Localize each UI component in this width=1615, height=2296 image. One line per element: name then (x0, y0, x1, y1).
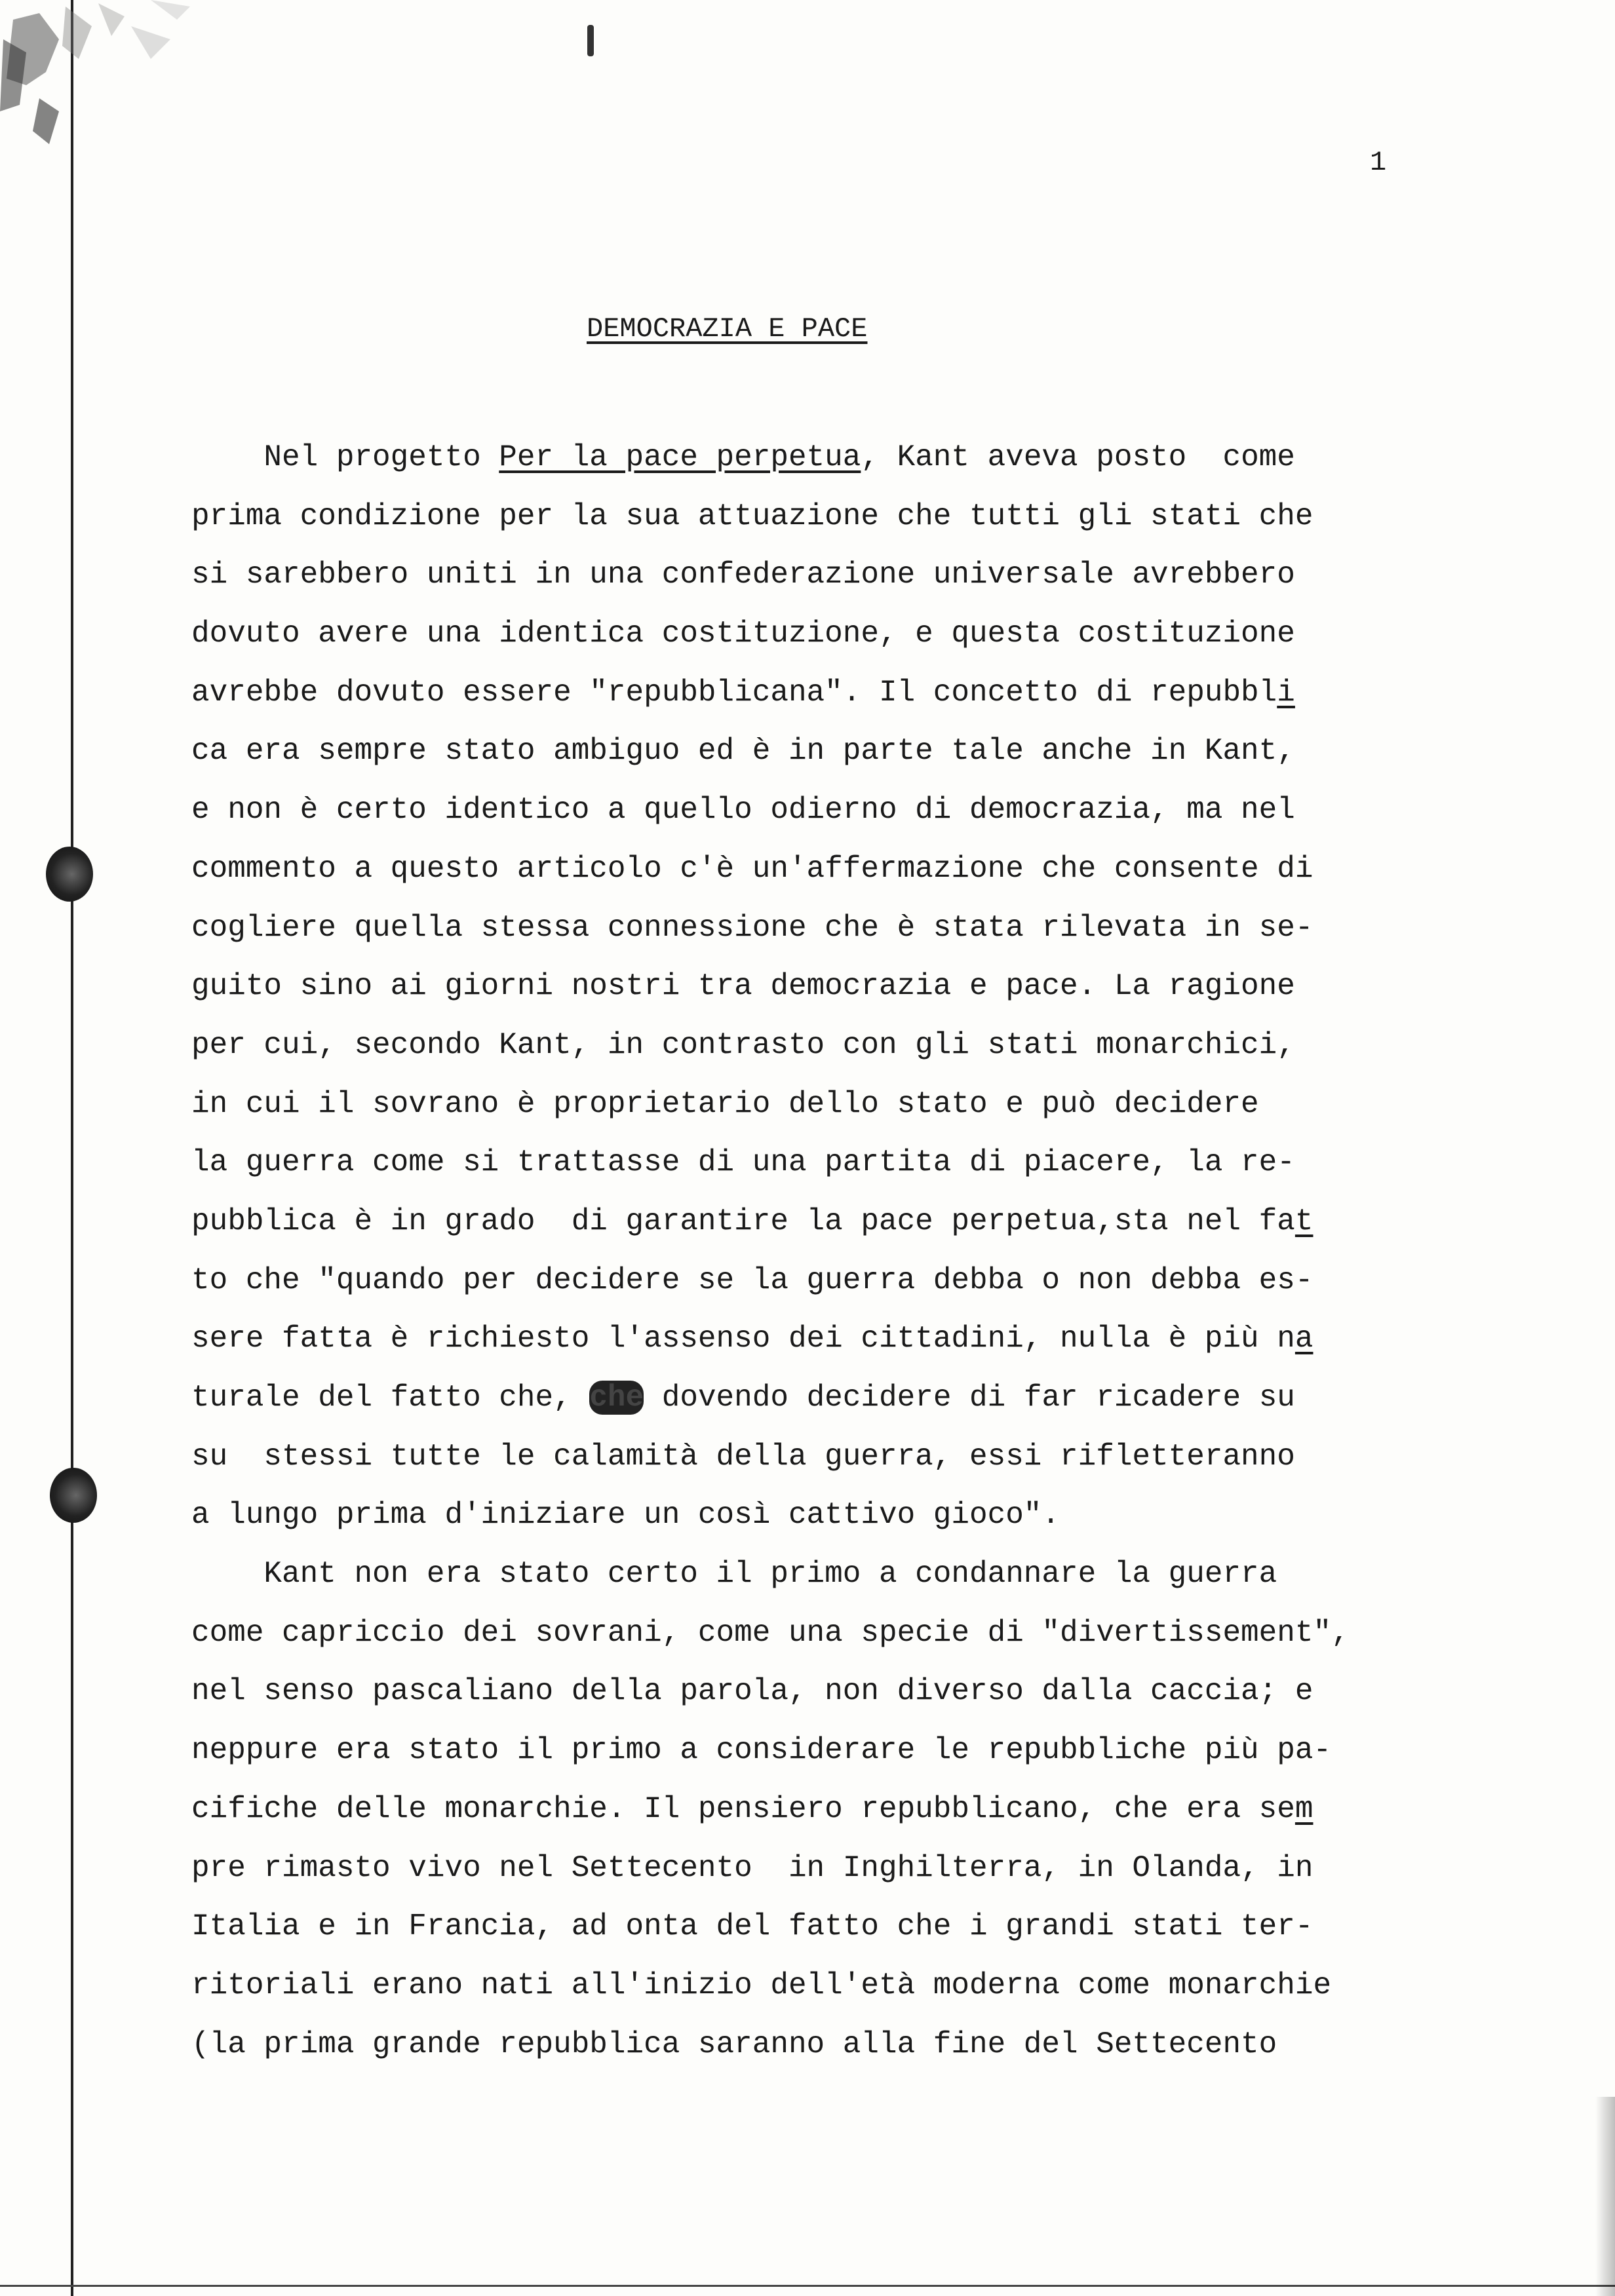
scan-mark (587, 25, 594, 56)
text-line (191, 1898, 1502, 1957)
text-line (191, 1721, 1502, 1780)
underlined-text: Per la pace perpetua (499, 440, 861, 474)
text-line (191, 1662, 1502, 1721)
text-segment: sere fatta è richiesto l'assenso dei cittadini, nulla è più n (191, 1322, 1295, 1356)
text-segment: Nel progetto (191, 440, 499, 474)
text-line (191, 664, 1502, 723)
text-segment: avrebbe dovuto essere "repubblicana". Il concetto di repubbl (191, 675, 1277, 710)
text-line (191, 1486, 1502, 1545)
text-segment: e non è certo identico a quello odierno di democrazia, ma nel (191, 793, 1295, 828)
text-line (191, 1780, 1502, 1839)
text-segment: come capriccio dei sovrani, come una specie di "divertissement", (191, 1615, 1350, 1650)
text-segment: cogliere quella stessa connessione che è stata rilevata in se- (191, 910, 1313, 945)
text-segment: per cui, secondo Kant, in contrasto con gli stati monarchici, (191, 1027, 1295, 1062)
text-segment: pubblica è in grado di garantire la pace perpetua,sta nel fa (191, 1204, 1295, 1238)
text-segment: commento a questo articolo c'è un'affermazione che consente di (191, 851, 1313, 886)
text-segment: turale del fatto che, (191, 1381, 590, 1415)
text-segment: ritoriali erano nati all'inizio dell'età moderna come monarchie (191, 1968, 1332, 2002)
text-segment: cifiche delle monarchie. Il pensiero repubblicano, che era se (191, 1791, 1295, 1826)
text-segment: prima condizione per la sua attuazione che tutti gli stati che (191, 499, 1313, 533)
page-number: 1 (1370, 147, 1387, 178)
text-line (191, 488, 1502, 546)
binder-line (71, 0, 73, 2296)
text-segment: guito sino ai giorni nostri tra democrazia e pace. La ragione (191, 969, 1295, 1004)
text-line (191, 899, 1502, 958)
punch-hole-bottom (50, 1468, 97, 1523)
text-segment: Kant non era stato certo il primo a condannare la guerra (191, 1557, 1277, 1592)
text-segment: (la prima grande repubblica saranno alla fine del Settecento (191, 2027, 1277, 2061)
underlined-text: t (1294, 1204, 1313, 1238)
text-line (191, 1193, 1502, 1252)
text-line (191, 1016, 1502, 1075)
ink-blot-text: che (589, 1381, 644, 1415)
text-segment: la guerra come si trattasse di una partita di piacere, la re- (191, 1145, 1295, 1180)
bottom-border (0, 2285, 1615, 2287)
text-segment: Italia e in Francia, ad onta del fatto che i grandi stati ter- (191, 1909, 1313, 1944)
text-line (191, 1134, 1502, 1193)
text-line (191, 605, 1502, 664)
text-line (191, 1310, 1502, 1369)
text-segment: neppure era stato il primo a considerare le repubbliche più pa- (191, 1733, 1332, 1768)
text-line (191, 840, 1502, 899)
text-line (191, 1252, 1502, 1311)
document-title: DEMOCRAZIA E PACE (587, 313, 868, 345)
text-segment: in cui il sovrano è proprietario dello stato e può decidere (191, 1086, 1259, 1121)
text-segment: dovendo decidere di far ricadere su (644, 1381, 1295, 1415)
text-segment: si sarebbero uniti in una confederazione universale avrebbero (191, 558, 1295, 592)
text-segment: su stessi tutte le calamità della guerra, essi rifletteranno (191, 1439, 1295, 1474)
text-segment: a lungo prima d'iniziare un così cattivo gioco". (191, 1498, 1060, 1533)
text-line (191, 1545, 1502, 1604)
scan-noise (0, 0, 216, 157)
text-line (191, 722, 1502, 781)
text-line (191, 1957, 1502, 2016)
text-line (191, 1428, 1502, 1487)
text-segment: to che "quando per decidere se la guerra debba o non debba es- (191, 1263, 1313, 1297)
text-line (191, 957, 1502, 1016)
edge-shadow (1595, 2097, 1615, 2296)
text-segment: pre rimasto vivo nel Settecento in Inghilterra, in Olanda, in (191, 1850, 1313, 1885)
text-line (191, 1839, 1502, 1898)
underlined-text: i (1277, 675, 1295, 710)
text-line (191, 1075, 1502, 1134)
text-line (191, 429, 1502, 488)
text-segment: dovuto avere una identica costituzione, e questa costituzione (191, 617, 1295, 651)
text-line (191, 781, 1502, 840)
text-line (191, 2016, 1502, 2075)
body-text (191, 429, 1502, 2074)
text-segment: ca era sempre stato ambiguo ed è in parte tale anche in Kant, (191, 734, 1295, 769)
text-line (191, 1604, 1502, 1663)
text-segment: nel senso pascaliano della parola, non diverso dalla caccia; e (191, 1674, 1313, 1709)
underlined-text: a (1294, 1322, 1313, 1356)
text-line (191, 546, 1502, 605)
text-segment: , Kant aveva posto come (861, 440, 1295, 474)
text-line (191, 1369, 1502, 1428)
underlined-text: m (1294, 1791, 1313, 1826)
punch-hole-top (46, 847, 93, 902)
